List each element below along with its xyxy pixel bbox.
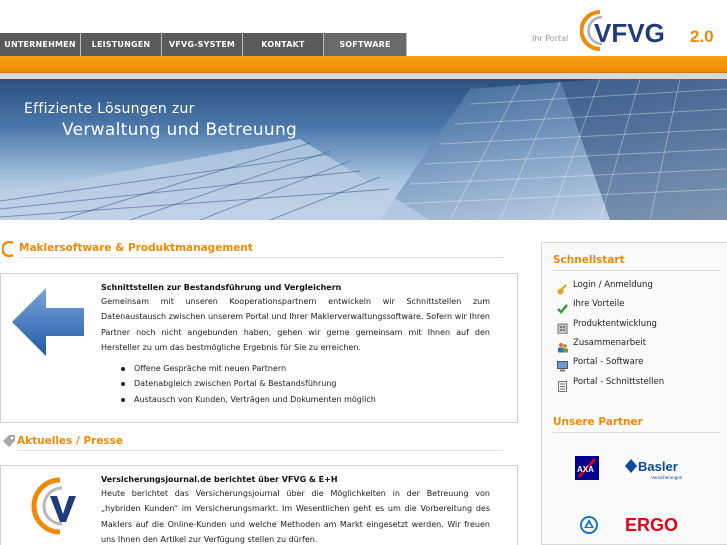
quicklink-label: Login / Anmeldung	[573, 280, 653, 290]
hero-banner	[0, 79, 727, 220]
building-icon	[557, 319, 568, 330]
quicklink-label: Produktentwicklung	[573, 319, 657, 329]
main-nav	[0, 33, 407, 56]
checkmark-icon	[557, 299, 568, 310]
partner-name-axa: AXA	[577, 465, 594, 474]
article-title-presse[interactable]: Versicherungsjournal.de berichtet über VFVG & E+H	[101, 475, 338, 484]
quicklink-label: Portal - Schnittstellen	[573, 377, 665, 387]
key-icon	[557, 280, 568, 291]
quicklink-zusammenarbeit[interactable]	[557, 336, 646, 350]
vfvg-emblem-icon	[20, 474, 90, 540]
orange-bar	[0, 56, 727, 73]
list-item: Datenabgleich zwischen Portal & Bestandsführung	[121, 376, 376, 391]
document-icon	[557, 377, 568, 388]
nav-item-kontakt[interactable]: KONTAKT	[243, 33, 324, 56]
article-title-schnittstellen: Schnittstellen zur Bestandsführung und Vergleichern	[101, 283, 342, 292]
nav-item-unternehmen[interactable]: UNTERNEHMEN	[0, 33, 81, 56]
axa-logo-icon	[575, 456, 599, 480]
list-item: Austausch von Kunden, Verträgen und Dokumenten möglich	[121, 392, 376, 407]
quicklink-portal-schnittstellen[interactable]	[557, 375, 664, 389]
basler-logo-icon	[624, 456, 690, 482]
sidebar-title-partner: Unsere Partner	[553, 416, 643, 428]
partner-logo-basler[interactable]	[624, 456, 690, 482]
partner-sub-basler: Versicherungen	[651, 475, 683, 480]
monitor-icon	[557, 357, 568, 368]
sidebar-title-schnellstart: Schnellstart	[553, 254, 625, 266]
banner-headline-2: Verwaltung und Betreuung	[62, 120, 298, 140]
quicklink-portal-software[interactable]	[557, 355, 643, 369]
partner-name-ergo[interactable]: ERGO	[625, 515, 679, 535]
section-bullet-icon	[2, 241, 16, 257]
tag-icon	[2, 434, 16, 448]
nav-item-vfvg-system[interactable]: VFVG-SYSTEM	[162, 33, 243, 56]
logo-graphic	[580, 8, 727, 53]
nav-item-software[interactable]: SOFTWARE	[324, 33, 407, 56]
section-title-aktuelles: Aktuelles / Presse	[17, 435, 124, 447]
partner-logo-allianz[interactable]	[580, 516, 598, 534]
partner-logo-axa[interactable]	[575, 456, 599, 480]
quicklink-login[interactable]	[557, 278, 653, 292]
quicklink-label: Portal - Software	[573, 357, 644, 367]
quicklink-produktentwicklung[interactable]	[557, 317, 657, 331]
allianz-logo-icon	[580, 516, 598, 534]
section-title-maklersoftware: Maklersoftware & Produktmanagement	[19, 242, 253, 254]
nav-item-leistungen[interactable]: LEISTUNGEN	[81, 33, 162, 56]
article-text-schnittstellen: Gemeinsam mit unseren Kooperationspartnern entwickeln wir Schnittstellen zum Datenaustausch zwischen unserem Portal und Ihrer Maklerverwaltungssoftware. Sofern wir Ihren Partner noch nicht angebunden haben, gehen wir gerne gemeinsam mit Ihnen auf den Hersteller zu um das bestmögliche Ergebnis für Sie zu erreichen.	[101, 297, 490, 352]
partner-name-basler: Basler	[638, 459, 678, 474]
logo-version: 2.0	[690, 27, 714, 46]
section-divider	[17, 450, 503, 451]
quicklink-label: Ihre Vorteile	[573, 299, 625, 309]
sidebar-divider	[553, 432, 720, 433]
list-item: Offene Gespräche mit neuen Partnern	[121, 361, 376, 376]
section-divider	[19, 257, 503, 258]
article-text-presse: Heute berichtet das Versicherungsjournal über die Möglichkeiten in der Betreuung von „hybriden Kunden“ im Versicherungsmarkt. Im Wesentlichen geht es um die Vorbereitung des Maklers auf die Online-Kunden und welche Methoden am Markt eingesetzt werden. Wir freuen uns Ihnen den Artikel zur Verfügung stellen zu dürfen.	[101, 489, 490, 544]
portal-label: Ihr Portal	[532, 34, 569, 43]
banner-headline-1: Effiziente Lösungen zur	[24, 101, 195, 117]
users-icon	[557, 338, 568, 349]
sidebar-divider	[553, 270, 720, 271]
logo-text: VFVG	[594, 18, 665, 48]
quicklink-label: Zusammenarbeit	[573, 338, 647, 348]
arrow-left-icon	[10, 286, 86, 358]
vfvg-logo[interactable]	[580, 8, 727, 53]
quicklink-vorteile[interactable]	[557, 297, 625, 311]
feature-list	[121, 361, 376, 407]
